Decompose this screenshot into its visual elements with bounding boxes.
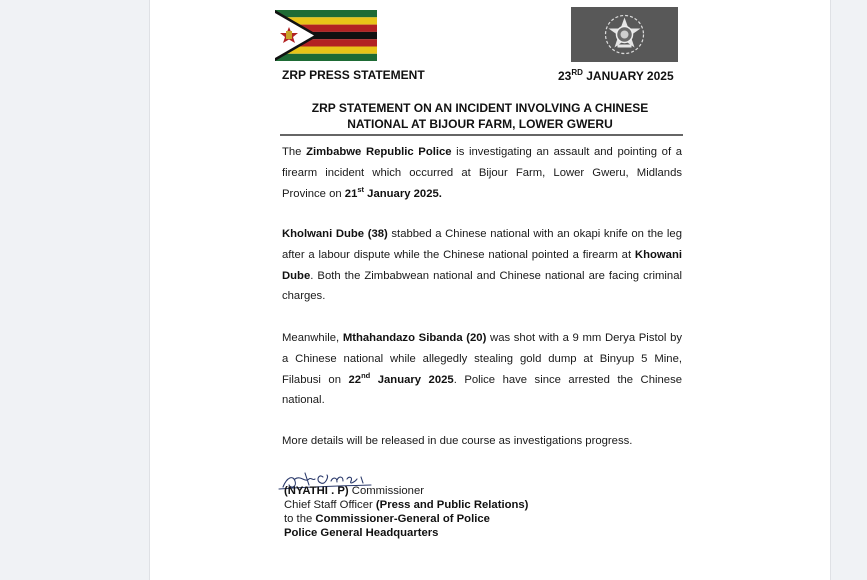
paragraph-2: Kholwani Dube (38) stabbed a Chinese national with an okapi knife on the leg after a labour dispute while the Chinese national pointed a firearm at Khowani Dube. Both the Zimbabwean national and Chinese national are facing criminal charges. <box>282 228 682 303</box>
paragraph-1: The Zimbabwe Republic Police is investigating an assault and pointing of a firearm incident which occurred at Bijour Farm, Lower Gweru, Midlands Province on 21st January 2025. <box>282 146 682 200</box>
statement-title: ZRP STATEMENT ON AN INCIDENT INVOLVING A CHINESE NATIONAL AT BIJOUR FARM, LOWER GWERU <box>311 101 649 131</box>
signatory-name: (NYATHI . P) Commissioner <box>284 485 424 497</box>
statement-label: ZRP PRESS STATEMENT <box>282 68 425 82</box>
zrp-badge-icon <box>571 7 678 62</box>
document-viewer <box>149 0 831 580</box>
title-divider <box>280 134 683 136</box>
signatory-office: to the Commissioner-General of Police <box>284 513 490 525</box>
page-margin <box>732 0 830 580</box>
zimbabwe-flag-icon <box>275 10 377 61</box>
statement-date: 23RD JANUARY 2025 <box>558 68 674 83</box>
paragraph-3: Meanwhile, Mthahandazo Sibanda (20) was shot with a 9 mm Derya Pistol by a Chinese national while allegedly stealing gold dump at Binyup 5 Mine, Filabusi on 22nd January 2025. Police have since arrested the Chinese national. <box>282 332 682 407</box>
press-statement-page <box>150 0 732 580</box>
signatory-hq: Police General Headquarters <box>284 527 439 539</box>
signatory-title: Chief Staff Officer (Press and Public Relations) <box>284 499 529 511</box>
paragraph-4: More details will be released in due course as investigations progress. <box>282 435 633 447</box>
